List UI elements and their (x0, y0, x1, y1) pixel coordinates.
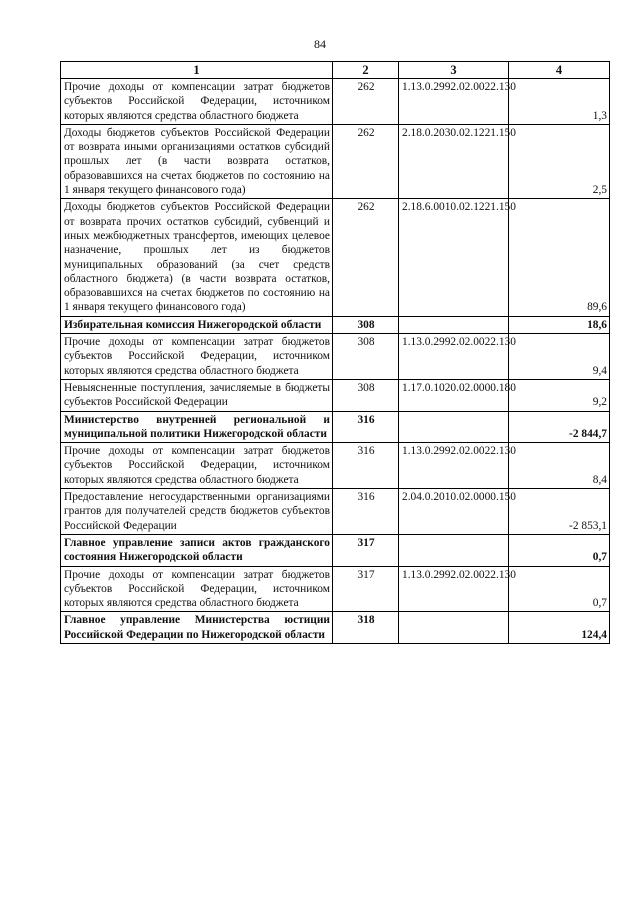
admin-code-cell: 317 (333, 566, 399, 612)
income-name-cell: Предоставление негосударственными организациями грантов для получателей средств бюджетов субъектов Российской Федерации (61, 489, 333, 535)
amount-cell: 1,3 (509, 79, 610, 125)
table-row (61, 534, 610, 566)
budget-code-cell: 1.13.0.2992.02.0022.130 (399, 79, 509, 125)
column-header: 4 (509, 62, 610, 79)
amount-cell: 0,7 (509, 566, 610, 612)
table-row (61, 443, 610, 489)
income-name-cell: Прочие доходы от компенсации затрат бюджетов субъектов Российской Федерации, источником которых являются средства областного бюджета (61, 443, 333, 489)
income-name-cell: Доходы бюджетов субъектов Российской Федерации от возврата прочих остатков субсидий, субвенций и иных межбюджетных трансфертов, имеющих целевое назначение, прошлых лет из бюджетов муниципальных образований (за счет средств областного бюджета) (в части возврата остатков, образовавшихся на счетах бюджетов по состоянию на 1 января текущего финансового года) (61, 199, 333, 316)
amount-cell: 89,6 (509, 199, 610, 316)
amount-cell: 124,4 (509, 612, 610, 644)
budget-code-cell (399, 411, 509, 443)
admin-code-cell: 308 (333, 334, 399, 380)
admin-code-cell: 262 (333, 124, 399, 198)
admin-code-cell: 308 (333, 379, 399, 411)
budget-code-cell (399, 316, 509, 333)
amount-cell: 8,4 (509, 443, 610, 489)
admin-code-cell: 316 (333, 443, 399, 489)
amount-cell: 18,6 (509, 316, 610, 333)
admin-code-cell: 262 (333, 79, 399, 125)
amount-cell: 0,7 (509, 534, 610, 566)
admin-code-cell: 262 (333, 199, 399, 316)
income-name-cell: Невыясненные поступления, зачисляемые в бюджеты субъектов Российской Федерации (61, 379, 333, 411)
budget-code-cell: 1.17.0.1020.02.0000.180 (399, 379, 509, 411)
admin-code-cell: 316 (333, 489, 399, 535)
table-row (61, 566, 610, 612)
amount-cell: 9,4 (509, 334, 610, 380)
income-name-cell: Министерство внутренней региональной и муниципальной политики Нижегородской области (61, 411, 333, 443)
income-name-cell: Избирательная комиссия Нижегородской области (61, 316, 333, 333)
table-row (61, 334, 610, 380)
table-row (61, 411, 610, 443)
table-row (61, 612, 610, 644)
amount-cell: -2 844,7 (509, 411, 610, 443)
amount-cell: 9,2 (509, 379, 610, 411)
admin-code-cell: 318 (333, 612, 399, 644)
table-row (61, 199, 610, 316)
table-header-row (61, 62, 610, 79)
income-name-cell: Прочие доходы от компенсации затрат бюджетов субъектов Российской Федерации, источником которых являются средства областного бюджета (61, 566, 333, 612)
income-name-cell: Доходы бюджетов субъектов Российской Федерации от возврата иными организациями остатков субсидий прошлых лет (в части возврата остатков, образовавшихся на счетах бюджетов по состоянию на 1 января текущего финансового года) (61, 124, 333, 198)
admin-code-cell: 316 (333, 411, 399, 443)
table-row (61, 379, 610, 411)
income-name-cell: Главное управление записи актов гражданского состояния Нижегородской области (61, 534, 333, 566)
budget-code-cell: 2.18.6.0010.02.1221.150 (399, 199, 509, 316)
income-name-cell: Прочие доходы от компенсации затрат бюджетов субъектов Российской Федерации, источником которых являются средства областного бюджета (61, 79, 333, 125)
budget-code-cell (399, 534, 509, 566)
table-row (61, 79, 610, 125)
amount-cell: 2,5 (509, 124, 610, 198)
income-name-cell: Прочие доходы от компенсации затрат бюджетов субъектов Российской Федерации, источником которых являются средства областного бюджета (61, 334, 333, 380)
budget-code-cell: 2.18.0.2030.02.1221.150 (399, 124, 509, 198)
budget-code-cell: 1.13.0.2992.02.0022.130 (399, 443, 509, 489)
budget-code-cell: 2.04.0.2010.02.0000.150 (399, 489, 509, 535)
admin-code-cell: 317 (333, 534, 399, 566)
column-header: 2 (333, 62, 399, 79)
budget-code-cell: 1.13.0.2992.02.0022.130 (399, 566, 509, 612)
admin-code-cell: 308 (333, 316, 399, 333)
column-header: 3 (399, 62, 509, 79)
page-number: 84 (314, 37, 326, 51)
table-row (61, 124, 610, 198)
income-name-cell: Главное управление Министерства юстиции Российской Федерации по Нижегородской области (61, 612, 333, 644)
amount-cell: -2 853,1 (509, 489, 610, 535)
table-row (61, 489, 610, 535)
revenue-table (60, 61, 610, 644)
budget-code-cell: 1.13.0.2992.02.0022.130 (399, 334, 509, 380)
budget-code-cell (399, 612, 509, 644)
column-header: 1 (61, 62, 333, 79)
table-row (61, 316, 610, 333)
